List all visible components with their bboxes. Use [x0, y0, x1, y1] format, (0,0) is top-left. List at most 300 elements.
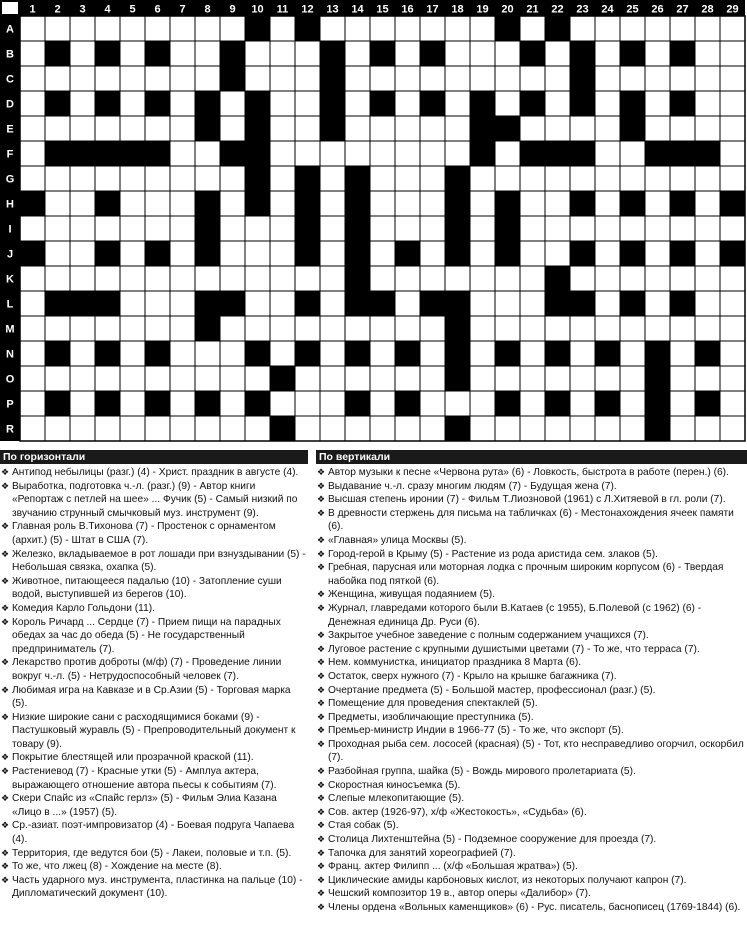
white-cell[interactable] [170, 391, 195, 416]
white-cell[interactable] [345, 416, 370, 441]
white-cell[interactable] [245, 316, 270, 341]
white-cell[interactable] [670, 266, 695, 291]
white-cell[interactable] [620, 416, 645, 441]
white-cell[interactable] [495, 416, 520, 441]
white-cell[interactable] [720, 91, 745, 116]
white-cell[interactable] [495, 91, 520, 116]
white-cell[interactable] [170, 116, 195, 141]
white-cell[interactable] [620, 16, 645, 41]
white-cell[interactable] [145, 191, 170, 216]
white-cell[interactable] [295, 41, 320, 66]
white-cell[interactable] [595, 241, 620, 266]
white-cell[interactable] [220, 216, 245, 241]
white-cell[interactable] [470, 241, 495, 266]
white-cell[interactable] [395, 16, 420, 41]
white-cell[interactable] [520, 116, 545, 141]
white-cell[interactable] [595, 191, 620, 216]
white-cell[interactable] [695, 241, 720, 266]
white-cell[interactable] [345, 16, 370, 41]
white-cell[interactable] [245, 366, 270, 391]
white-cell[interactable] [170, 216, 195, 241]
white-cell[interactable] [295, 141, 320, 166]
white-cell[interactable] [595, 116, 620, 141]
white-cell[interactable] [320, 316, 345, 341]
white-cell[interactable] [370, 366, 395, 391]
white-cell[interactable] [295, 66, 320, 91]
white-cell[interactable] [720, 341, 745, 366]
white-cell[interactable] [70, 366, 95, 391]
white-cell[interactable] [345, 41, 370, 66]
white-cell[interactable] [495, 66, 520, 91]
white-cell[interactable] [420, 391, 445, 416]
white-cell[interactable] [695, 91, 720, 116]
white-cell[interactable] [245, 66, 270, 91]
white-cell[interactable] [470, 16, 495, 41]
white-cell[interactable] [295, 316, 320, 341]
white-cell[interactable] [670, 166, 695, 191]
white-cell[interactable] [370, 166, 395, 191]
white-cell[interactable] [295, 416, 320, 441]
white-cell[interactable] [120, 66, 145, 91]
white-cell[interactable] [295, 91, 320, 116]
white-cell[interactable] [395, 216, 420, 241]
white-cell[interactable] [545, 416, 570, 441]
white-cell[interactable] [120, 116, 145, 141]
white-cell[interactable] [620, 341, 645, 366]
white-cell[interactable] [395, 416, 420, 441]
white-cell[interactable] [20, 41, 45, 66]
white-cell[interactable] [695, 16, 720, 41]
white-cell[interactable] [20, 366, 45, 391]
white-cell[interactable] [520, 16, 545, 41]
white-cell[interactable] [645, 291, 670, 316]
white-cell[interactable] [695, 216, 720, 241]
white-cell[interactable] [470, 416, 495, 441]
white-cell[interactable] [145, 16, 170, 41]
white-cell[interactable] [495, 366, 520, 391]
white-cell[interactable] [620, 366, 645, 391]
white-cell[interactable] [320, 166, 345, 191]
white-cell[interactable] [395, 166, 420, 191]
white-cell[interactable] [20, 416, 45, 441]
white-cell[interactable] [695, 291, 720, 316]
white-cell[interactable] [645, 216, 670, 241]
white-cell[interactable] [270, 291, 295, 316]
white-cell[interactable] [220, 16, 245, 41]
white-cell[interactable] [545, 366, 570, 391]
white-cell[interactable] [320, 391, 345, 416]
white-cell[interactable] [595, 91, 620, 116]
white-cell[interactable] [245, 291, 270, 316]
white-cell[interactable] [670, 216, 695, 241]
white-cell[interactable] [495, 141, 520, 166]
white-cell[interactable] [695, 266, 720, 291]
white-cell[interactable] [320, 16, 345, 41]
white-cell[interactable] [545, 41, 570, 66]
white-cell[interactable] [95, 16, 120, 41]
white-cell[interactable] [670, 116, 695, 141]
white-cell[interactable] [220, 391, 245, 416]
white-cell[interactable] [420, 66, 445, 91]
white-cell[interactable] [270, 66, 295, 91]
white-cell[interactable] [20, 391, 45, 416]
white-cell[interactable] [120, 316, 145, 341]
white-cell[interactable] [70, 391, 95, 416]
white-cell[interactable] [270, 116, 295, 141]
white-cell[interactable] [170, 141, 195, 166]
white-cell[interactable] [270, 241, 295, 266]
white-cell[interactable] [720, 416, 745, 441]
white-cell[interactable] [645, 241, 670, 266]
white-cell[interactable] [620, 391, 645, 416]
white-cell[interactable] [695, 41, 720, 66]
white-cell[interactable] [720, 16, 745, 41]
white-cell[interactable] [45, 191, 70, 216]
white-cell[interactable] [170, 316, 195, 341]
white-cell[interactable] [570, 166, 595, 191]
white-cell[interactable] [445, 41, 470, 66]
white-cell[interactable] [220, 366, 245, 391]
white-cell[interactable] [270, 191, 295, 216]
white-cell[interactable] [645, 191, 670, 216]
white-cell[interactable] [395, 66, 420, 91]
white-cell[interactable] [145, 416, 170, 441]
white-cell[interactable] [595, 266, 620, 291]
white-cell[interactable] [270, 341, 295, 366]
white-cell[interactable] [720, 216, 745, 241]
white-cell[interactable] [70, 16, 95, 41]
white-cell[interactable] [720, 266, 745, 291]
white-cell[interactable] [70, 316, 95, 341]
white-cell[interactable] [470, 66, 495, 91]
white-cell[interactable] [20, 166, 45, 191]
white-cell[interactable] [420, 341, 445, 366]
white-cell[interactable] [70, 266, 95, 291]
white-cell[interactable] [520, 166, 545, 191]
white-cell[interactable] [170, 291, 195, 316]
white-cell[interactable] [395, 191, 420, 216]
white-cell[interactable] [170, 66, 195, 91]
white-cell[interactable] [595, 41, 620, 66]
white-cell[interactable] [720, 366, 745, 391]
white-cell[interactable] [370, 16, 395, 41]
white-cell[interactable] [170, 416, 195, 441]
white-cell[interactable] [645, 116, 670, 141]
white-cell[interactable] [220, 91, 245, 116]
white-cell[interactable] [695, 166, 720, 191]
white-cell[interactable] [245, 41, 270, 66]
white-cell[interactable] [620, 316, 645, 341]
white-cell[interactable] [270, 391, 295, 416]
white-cell[interactable] [420, 116, 445, 141]
white-cell[interactable] [620, 141, 645, 166]
white-cell[interactable] [95, 66, 120, 91]
white-cell[interactable] [470, 266, 495, 291]
white-cell[interactable] [720, 41, 745, 66]
white-cell[interactable] [145, 291, 170, 316]
white-cell[interactable] [270, 266, 295, 291]
white-cell[interactable] [620, 166, 645, 191]
white-cell[interactable] [595, 416, 620, 441]
white-cell[interactable] [395, 116, 420, 141]
white-cell[interactable] [195, 416, 220, 441]
white-cell[interactable] [595, 216, 620, 241]
white-cell[interactable] [445, 116, 470, 141]
white-cell[interactable] [570, 366, 595, 391]
white-cell[interactable] [320, 416, 345, 441]
white-cell[interactable] [270, 166, 295, 191]
white-cell[interactable] [520, 241, 545, 266]
white-cell[interactable] [45, 416, 70, 441]
white-cell[interactable] [420, 16, 445, 41]
white-cell[interactable] [145, 366, 170, 391]
white-cell[interactable] [170, 16, 195, 41]
white-cell[interactable] [545, 241, 570, 266]
white-cell[interactable] [645, 316, 670, 341]
white-cell[interactable] [470, 291, 495, 316]
white-cell[interactable] [370, 391, 395, 416]
white-cell[interactable] [595, 316, 620, 341]
white-cell[interactable] [95, 166, 120, 191]
white-cell[interactable] [145, 216, 170, 241]
white-cell[interactable] [70, 116, 95, 141]
white-cell[interactable] [320, 291, 345, 316]
white-cell[interactable] [420, 191, 445, 216]
white-cell[interactable] [320, 366, 345, 391]
white-cell[interactable] [20, 316, 45, 341]
white-cell[interactable] [520, 291, 545, 316]
white-cell[interactable] [120, 391, 145, 416]
white-cell[interactable] [470, 166, 495, 191]
white-cell[interactable] [470, 316, 495, 341]
white-cell[interactable] [420, 316, 445, 341]
white-cell[interactable] [170, 91, 195, 116]
white-cell[interactable] [20, 266, 45, 291]
white-cell[interactable] [670, 416, 695, 441]
white-cell[interactable] [245, 241, 270, 266]
white-cell[interactable] [145, 116, 170, 141]
white-cell[interactable] [445, 91, 470, 116]
white-cell[interactable] [220, 241, 245, 266]
white-cell[interactable] [170, 366, 195, 391]
white-cell[interactable] [20, 216, 45, 241]
white-cell[interactable] [495, 166, 520, 191]
white-cell[interactable] [370, 191, 395, 216]
white-cell[interactable] [445, 66, 470, 91]
white-cell[interactable] [645, 41, 670, 66]
white-cell[interactable] [170, 341, 195, 366]
white-cell[interactable] [120, 266, 145, 291]
white-cell[interactable] [295, 391, 320, 416]
white-cell[interactable] [45, 316, 70, 341]
white-cell[interactable] [70, 166, 95, 191]
white-cell[interactable] [70, 216, 95, 241]
white-cell[interactable] [120, 291, 145, 316]
white-cell[interactable] [495, 291, 520, 316]
white-cell[interactable] [670, 66, 695, 91]
white-cell[interactable] [395, 141, 420, 166]
white-cell[interactable] [45, 241, 70, 266]
white-cell[interactable] [395, 366, 420, 391]
white-cell[interactable] [445, 266, 470, 291]
white-cell[interactable] [220, 191, 245, 216]
white-cell[interactable] [520, 366, 545, 391]
white-cell[interactable] [195, 66, 220, 91]
white-cell[interactable] [95, 366, 120, 391]
white-cell[interactable] [220, 316, 245, 341]
white-cell[interactable] [245, 216, 270, 241]
white-cell[interactable] [645, 91, 670, 116]
white-cell[interactable] [470, 391, 495, 416]
white-cell[interactable] [570, 116, 595, 141]
white-cell[interactable] [420, 166, 445, 191]
white-cell[interactable] [420, 216, 445, 241]
white-cell[interactable] [120, 166, 145, 191]
white-cell[interactable] [495, 316, 520, 341]
white-cell[interactable] [670, 366, 695, 391]
white-cell[interactable] [470, 41, 495, 66]
white-cell[interactable] [520, 391, 545, 416]
white-cell[interactable] [570, 266, 595, 291]
white-cell[interactable] [545, 116, 570, 141]
white-cell[interactable] [270, 41, 295, 66]
white-cell[interactable] [145, 166, 170, 191]
white-cell[interactable] [120, 416, 145, 441]
white-cell[interactable] [720, 316, 745, 341]
white-cell[interactable] [195, 366, 220, 391]
white-cell[interactable] [95, 266, 120, 291]
white-cell[interactable] [470, 366, 495, 391]
white-cell[interactable] [370, 241, 395, 266]
white-cell[interactable] [720, 391, 745, 416]
white-cell[interactable] [45, 66, 70, 91]
white-cell[interactable] [195, 266, 220, 291]
white-cell[interactable] [145, 66, 170, 91]
white-cell[interactable] [345, 66, 370, 91]
white-cell[interactable] [545, 191, 570, 216]
white-cell[interactable] [620, 216, 645, 241]
white-cell[interactable] [595, 66, 620, 91]
white-cell[interactable] [45, 16, 70, 41]
white-cell[interactable] [20, 116, 45, 141]
white-cell[interactable] [245, 416, 270, 441]
white-cell[interactable] [570, 391, 595, 416]
white-cell[interactable] [120, 91, 145, 116]
white-cell[interactable] [395, 41, 420, 66]
white-cell[interactable] [620, 66, 645, 91]
white-cell[interactable] [670, 341, 695, 366]
white-cell[interactable] [595, 366, 620, 391]
white-cell[interactable] [295, 116, 320, 141]
white-cell[interactable] [545, 166, 570, 191]
white-cell[interactable] [695, 66, 720, 91]
white-cell[interactable] [520, 341, 545, 366]
white-cell[interactable] [70, 341, 95, 366]
white-cell[interactable] [145, 316, 170, 341]
white-cell[interactable] [270, 216, 295, 241]
white-cell[interactable] [370, 266, 395, 291]
white-cell[interactable] [595, 141, 620, 166]
white-cell[interactable] [645, 166, 670, 191]
white-cell[interactable] [545, 91, 570, 116]
white-cell[interactable] [345, 116, 370, 141]
white-cell[interactable] [495, 41, 520, 66]
white-cell[interactable] [170, 191, 195, 216]
white-cell[interactable] [670, 16, 695, 41]
white-cell[interactable] [20, 141, 45, 166]
white-cell[interactable] [345, 141, 370, 166]
white-cell[interactable] [445, 16, 470, 41]
white-cell[interactable] [120, 41, 145, 66]
white-cell[interactable] [120, 191, 145, 216]
white-cell[interactable] [395, 91, 420, 116]
white-cell[interactable] [370, 316, 395, 341]
white-cell[interactable] [145, 266, 170, 291]
white-cell[interactable] [20, 91, 45, 116]
white-cell[interactable] [495, 266, 520, 291]
white-cell[interactable] [220, 166, 245, 191]
white-cell[interactable] [595, 166, 620, 191]
white-cell[interactable] [70, 91, 95, 116]
white-cell[interactable] [720, 116, 745, 141]
white-cell[interactable] [445, 141, 470, 166]
white-cell[interactable] [445, 391, 470, 416]
white-cell[interactable] [345, 316, 370, 341]
white-cell[interactable] [195, 141, 220, 166]
white-cell[interactable] [270, 316, 295, 341]
white-cell[interactable] [670, 391, 695, 416]
white-cell[interactable] [95, 316, 120, 341]
white-cell[interactable] [570, 416, 595, 441]
white-cell[interactable] [170, 266, 195, 291]
white-cell[interactable] [370, 416, 395, 441]
white-cell[interactable] [20, 16, 45, 41]
white-cell[interactable] [220, 341, 245, 366]
white-cell[interactable] [45, 366, 70, 391]
white-cell[interactable] [720, 66, 745, 91]
white-cell[interactable] [520, 216, 545, 241]
white-cell[interactable] [545, 316, 570, 341]
white-cell[interactable] [70, 191, 95, 216]
white-cell[interactable] [695, 416, 720, 441]
white-cell[interactable] [570, 216, 595, 241]
white-cell[interactable] [295, 366, 320, 391]
white-cell[interactable] [420, 141, 445, 166]
white-cell[interactable] [420, 266, 445, 291]
white-cell[interactable] [70, 416, 95, 441]
white-cell[interactable] [470, 216, 495, 241]
white-cell[interactable] [195, 16, 220, 41]
white-cell[interactable] [120, 366, 145, 391]
white-cell[interactable] [320, 141, 345, 166]
white-cell[interactable] [570, 341, 595, 366]
white-cell[interactable] [595, 16, 620, 41]
white-cell[interactable] [45, 166, 70, 191]
white-cell[interactable] [345, 366, 370, 391]
white-cell[interactable] [545, 216, 570, 241]
white-cell[interactable] [270, 91, 295, 116]
white-cell[interactable] [620, 266, 645, 291]
white-cell[interactable] [470, 191, 495, 216]
white-cell[interactable] [45, 216, 70, 241]
white-cell[interactable] [695, 191, 720, 216]
white-cell[interactable] [645, 66, 670, 91]
white-cell[interactable] [220, 266, 245, 291]
white-cell[interactable] [520, 66, 545, 91]
white-cell[interactable] [695, 366, 720, 391]
white-cell[interactable] [520, 266, 545, 291]
white-cell[interactable] [20, 291, 45, 316]
